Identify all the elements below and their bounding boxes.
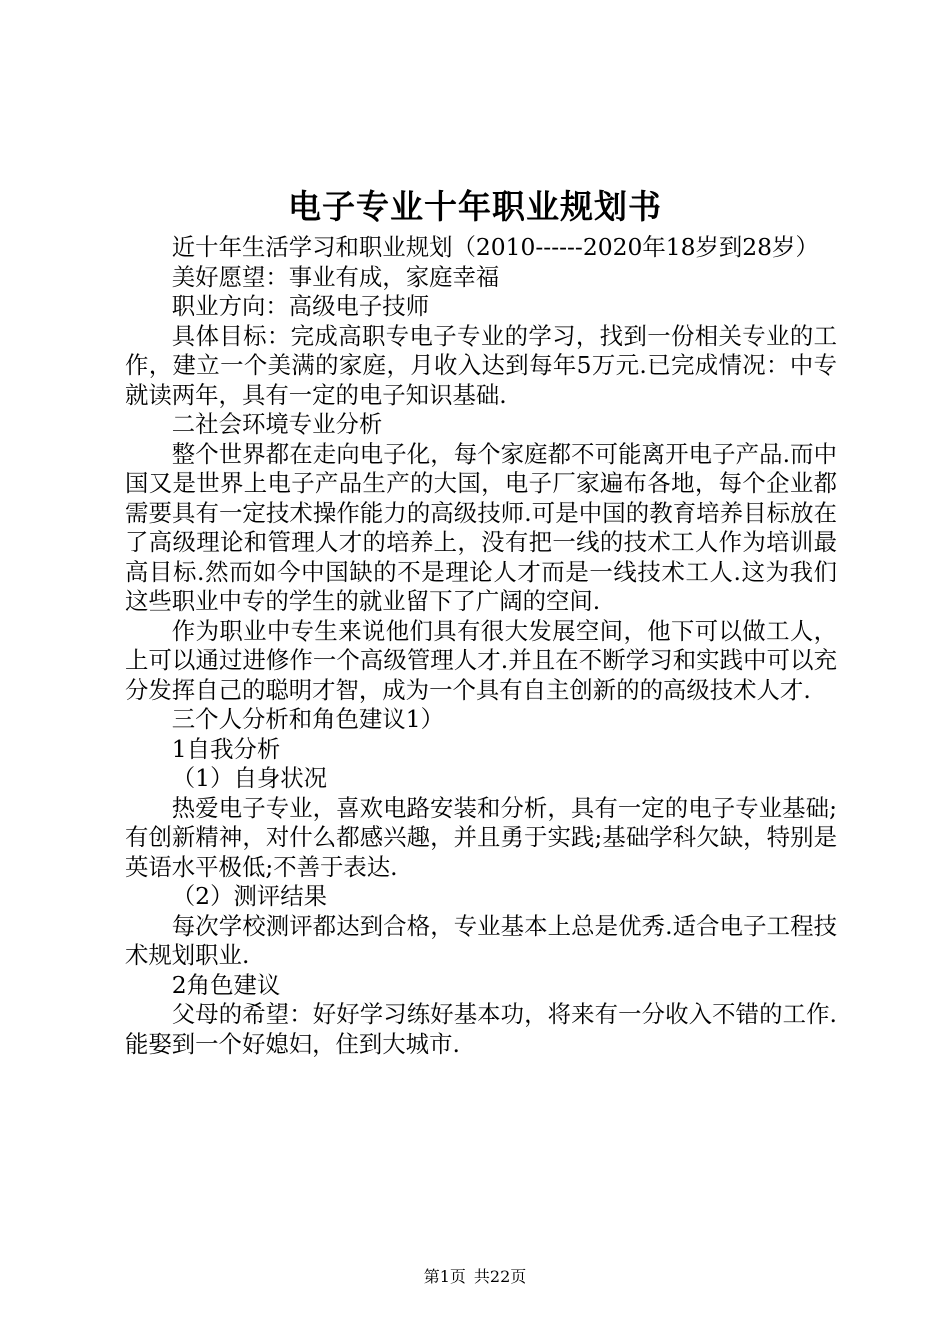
paragraph-period: 近十年生活学习和职业规划（2010------2020年18岁到28岁） bbox=[171, 233, 819, 261]
paragraph-development: 作为职业中专生来说他们具有很大发展空间，他下可以做工人，上可以通过进修作一个高级管理人才.并且在不断学习和实践中可以充分发挥自己的聪明才智，成为一个具有自主创新的的高级技术人才. bbox=[125, 616, 837, 704]
page-footer bbox=[0, 1266, 950, 1288]
paragraph-results: 每次学校测评都达到合格，专业基本上总是优秀.适合电子工程技术规划职业. bbox=[125, 911, 837, 969]
section-heading-environment: 二社会环境专业分析 bbox=[171, 410, 383, 438]
subheading-status: （1）自身状况 bbox=[171, 764, 328, 792]
page-number: 第1页 bbox=[423, 1267, 466, 1286]
paragraph-environment: 整个世界都在走向电子化，每个家庭都不可能离开电子产品.而中国又是世界上电子产品生产的大国，电子厂家遍布各地，每个企业都需要具有一定技术操作能力的高级技师.可是中国的教育培养目标放在了高级理论和管理人才的培养上，没有把一线的技术工人作为培训最高目标.然而如今中国缺的不是理论人才而是一线技术工人.这为我们这些职业中专的学生的就业留下了广阔的空间. bbox=[125, 439, 837, 615]
subheading-results: （2）测评结果 bbox=[171, 882, 328, 910]
section-heading-personal: 三个人分析和角色建议1） bbox=[171, 705, 444, 733]
subheading-self-analysis: 1自我分析 bbox=[171, 734, 281, 763]
paragraph-goals: 具体目标：完成高职专电子专业的学习，找到一份相关专业的工作，建立一个美满的家庭，月收入达到每年5万元.已完成情况：中专就读两年，具有一定的电子知识基础. bbox=[125, 321, 837, 409]
paragraph-direction: 职业方向：高级电子技师 bbox=[171, 292, 430, 320]
paragraph-parents: 父母的希望：好好学习练好基本功，将来有一分收入不错的工作.能娶到一个好媳妇，住到大城市. bbox=[125, 1000, 837, 1058]
subheading-role: 2角色建议 bbox=[171, 970, 281, 999]
paragraph-wish: 美好愿望：事业有成，家庭幸福 bbox=[171, 262, 500, 291]
document-title: 电子专业十年职业规划书 bbox=[288, 187, 662, 226]
document-body bbox=[125, 233, 837, 1059]
page-total: 共22页 bbox=[473, 1267, 527, 1286]
paragraph-status: 热爱电子专业，喜欢电路安装和分析，具有一定的电子专业基础;有创新精神，对什么都感兴趣，并且勇于实践;基础学科欠缺，特别是英语水平极低;不善于表达. bbox=[125, 793, 837, 881]
